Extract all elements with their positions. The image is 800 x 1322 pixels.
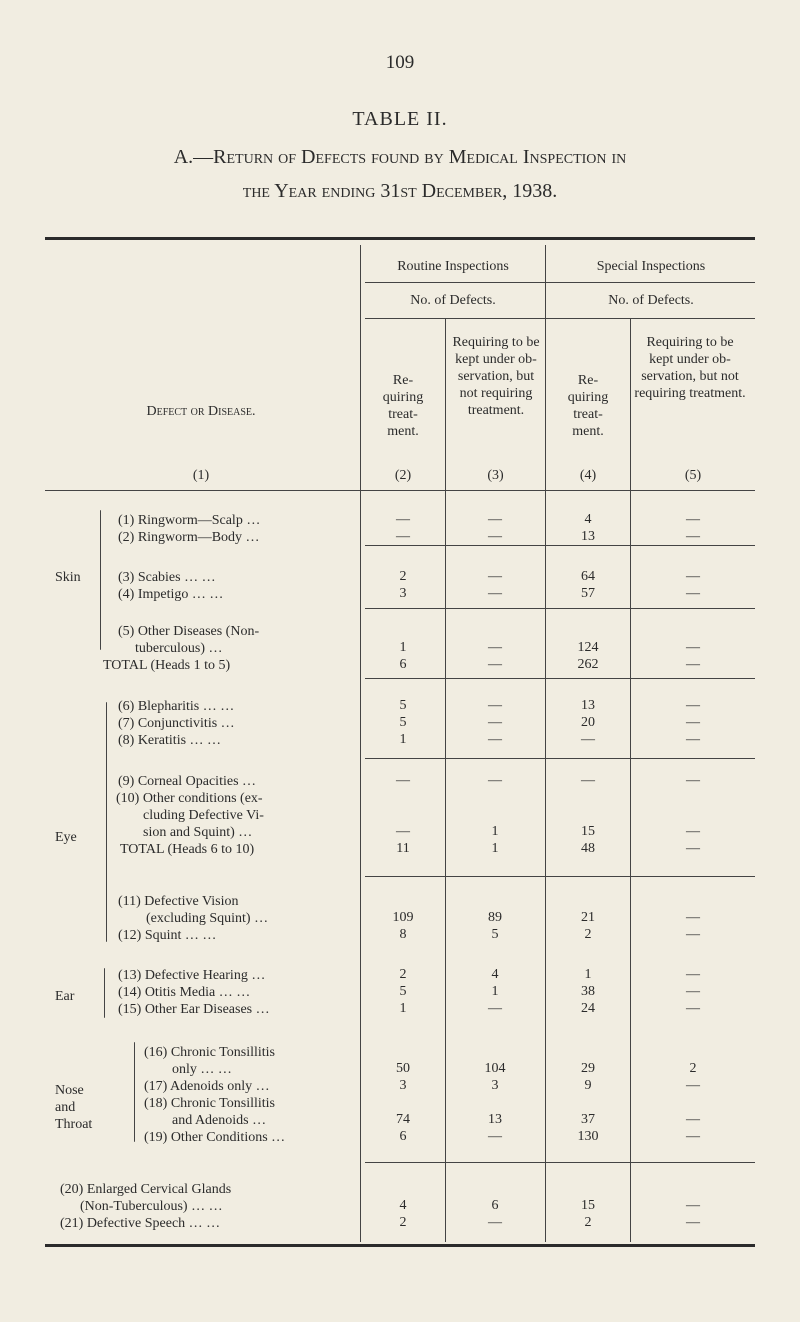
defect-or-disease-header: Defect or Disease.: [146, 404, 256, 419]
cell-col3: 1: [491, 984, 499, 999]
cell-col4: —: [581, 732, 595, 747]
cell-col5: —: [686, 984, 700, 999]
cell-col3: —: [488, 569, 502, 584]
row-label: (1) Ringworm—Scalp …: [118, 513, 261, 528]
cell-col4: 57: [581, 586, 595, 601]
cell-col2: 6: [399, 1129, 407, 1144]
heading-line1: Return of Defects found by Medical Inspection in: [213, 146, 627, 168]
row-label: (8) Keratitis … …: [118, 733, 222, 748]
row-label: and Adenoids …: [172, 1113, 267, 1128]
cell-col2: —: [396, 529, 410, 544]
cell-col2: 5: [399, 715, 407, 730]
column-divider: [360, 245, 361, 1242]
row-label: (18) Chronic Tonsillitis: [144, 1096, 275, 1111]
column-number: (1): [192, 468, 210, 483]
cell-col5: —: [686, 640, 700, 655]
group-divider: [365, 678, 755, 679]
page-number: 109: [385, 52, 415, 73]
cell-col2: 2: [399, 569, 407, 584]
column-number: (3): [487, 468, 504, 483]
cell-col2: —: [396, 512, 410, 527]
cell-col4: 4: [584, 512, 592, 527]
cell-col3: —: [488, 1001, 502, 1016]
routine-requiring-treatment-header: Re- quiring treat- ment.: [382, 373, 424, 439]
header-divider: [45, 490, 755, 491]
column-number: (5): [684, 468, 702, 483]
row-label: only … …: [172, 1062, 232, 1077]
routine-requiring-observation-header: Requiring to be kept under ob- servation, but not requiring treatment.: [452, 335, 540, 418]
cell-col5: —: [686, 824, 700, 839]
row-label: (15) Other Ear Diseases …: [118, 1002, 270, 1017]
cell-col5: —: [686, 1078, 700, 1093]
cell-col5: —: [686, 927, 700, 942]
cell-col2: 50: [396, 1061, 410, 1076]
row-label: (Non-Tuberculous) … …: [80, 1199, 223, 1214]
column-divider: [445, 318, 446, 1242]
bottom-rule: [45, 1244, 755, 1247]
cell-col3: —: [488, 529, 502, 544]
cell-col4: 48: [581, 841, 595, 856]
cell-col5: 2: [689, 1061, 697, 1076]
cell-col3: —: [488, 773, 502, 788]
cell-col4: 130: [577, 1129, 599, 1144]
row-label: (3) Scabies … …: [118, 570, 216, 585]
cell-col3: —: [488, 657, 502, 672]
cell-col2: 8: [399, 927, 407, 942]
cell-col2: —: [396, 773, 410, 788]
cell-col4: 20: [581, 715, 595, 730]
cell-col2: 1: [399, 1001, 407, 1016]
column-number: (4): [579, 468, 597, 483]
row-label: (6) Blepharitis … …: [118, 699, 235, 714]
cell-col5: —: [686, 1001, 700, 1016]
cell-col4: 13: [581, 529, 595, 544]
row-label: (17) Adenoids only …: [144, 1079, 270, 1094]
row-label: (10) Other conditions (ex-: [116, 791, 263, 806]
row-label: TOTAL (Heads 1 to 5): [103, 658, 231, 673]
cell-col2: 109: [392, 910, 414, 925]
cell-col5: —: [686, 910, 700, 925]
row-label: (4) Impetigo … …: [118, 587, 224, 602]
cell-col3: 5: [491, 927, 499, 942]
nose-throat-brace: [134, 1042, 135, 1142]
cell-col3: —: [488, 715, 502, 730]
group-throat: Throat: [55, 1117, 93, 1132]
row-label: (excluding Squint) …: [146, 911, 269, 926]
row-label: (12) Squint … …: [118, 928, 217, 943]
cell-col3: 6: [491, 1198, 499, 1213]
top-rule: [45, 237, 755, 240]
group-divider: [365, 876, 755, 877]
cell-col3: 3: [491, 1078, 499, 1093]
cell-col5: —: [686, 715, 700, 730]
cell-col2: 5: [399, 984, 407, 999]
header-divider: [365, 282, 755, 283]
cell-col3: —: [488, 640, 502, 655]
cell-col3: 1: [491, 824, 499, 839]
cell-col3: 89: [488, 910, 502, 925]
cell-col2: 5: [399, 698, 407, 713]
row-label: (19) Other Conditions …: [144, 1130, 286, 1145]
cell-col5: —: [686, 698, 700, 713]
group-and: and: [55, 1100, 76, 1115]
row-label: (20) Enlarged Cervical Glands: [60, 1182, 232, 1197]
cell-col4: 15: [581, 1198, 595, 1213]
cell-col2: 3: [399, 1078, 407, 1093]
special-no-of-defects: No. of Defects.: [608, 293, 694, 308]
routine-no-of-defects: No. of Defects.: [410, 293, 496, 308]
header-divider: [365, 318, 755, 319]
cell-col5: —: [686, 1129, 700, 1144]
cell-col5: —: [686, 657, 700, 672]
cell-col3: —: [488, 586, 502, 601]
row-label: sion and Squint) …: [143, 825, 253, 840]
cell-col4: 262: [577, 657, 599, 672]
cell-col5: —: [686, 967, 700, 982]
column-number: (2): [394, 468, 412, 483]
cell-col4: 29: [581, 1061, 595, 1076]
group-divider: [365, 758, 755, 759]
cell-col4: —: [581, 773, 595, 788]
cell-col4: 21: [581, 910, 595, 925]
cell-col2: 1: [399, 640, 407, 655]
cell-col3: 104: [484, 1061, 506, 1076]
cell-col4: 15: [581, 824, 595, 839]
column-divider: [630, 318, 631, 1242]
table-heading: [30, 140, 770, 208]
row-label: (9) Corneal Opacities …: [118, 774, 257, 789]
table-title: TABLE II.: [352, 108, 448, 130]
row-label: (11) Defective Vision: [118, 894, 239, 909]
cell-col4: 64: [581, 569, 595, 584]
cell-col3: 13: [488, 1112, 502, 1127]
special-inspections-header: Special Inspections: [596, 259, 706, 274]
skin-brace: [100, 510, 101, 650]
cell-col4: 2: [584, 1215, 592, 1230]
cell-col3: —: [488, 698, 502, 713]
cell-col2: 74: [396, 1112, 410, 1127]
cell-col5: —: [686, 569, 700, 584]
cell-col5: —: [686, 773, 700, 788]
cell-col3: —: [488, 512, 502, 527]
column-divider: [545, 245, 546, 1242]
cell-col2: 4: [399, 1198, 407, 1213]
eye-brace: [106, 702, 107, 942]
cell-col5: —: [686, 512, 700, 527]
cell-col5: —: [686, 586, 700, 601]
cell-col4: 1: [584, 967, 592, 982]
cell-col4: 13: [581, 698, 595, 713]
row-label: TOTAL (Heads 6 to 10): [120, 842, 255, 857]
cell-col3: 4: [491, 967, 499, 982]
cell-col4: 38: [581, 984, 595, 999]
row-label: (21) Defective Speech … …: [60, 1216, 221, 1231]
cell-col4: 9: [584, 1078, 592, 1093]
cell-col2: 6: [399, 657, 407, 672]
cell-col4: 124: [577, 640, 599, 655]
row-label: tuberculous) …: [135, 641, 223, 656]
cell-col2: 11: [396, 841, 410, 856]
routine-inspections-header: Routine Inspections: [397, 259, 509, 274]
special-requiring-treatment-header: Re- quiring treat- ment.: [567, 373, 609, 439]
cell-col3: —: [488, 1129, 502, 1144]
cell-col3: —: [488, 732, 502, 747]
cell-col5: —: [686, 1112, 700, 1127]
ear-brace: [104, 968, 105, 1018]
row-label: (13) Defective Hearing …: [118, 968, 266, 983]
group-eye: Eye: [55, 830, 77, 845]
heading-line2: the Year ending 31st December, 1938.: [242, 180, 558, 202]
cell-col4: 37: [581, 1112, 595, 1127]
cell-col2: 3: [399, 586, 407, 601]
group-nose: Nose: [55, 1083, 84, 1098]
group-divider: [365, 1162, 755, 1163]
cell-col3: 1: [491, 841, 499, 856]
cell-col2: —: [396, 824, 410, 839]
row-label: (16) Chronic Tonsillitis: [144, 1045, 275, 1060]
cell-col4: 2: [584, 927, 592, 942]
cell-col2: 1: [399, 732, 407, 747]
heading-prefix: A.—: [173, 146, 214, 168]
group-ear: Ear: [55, 989, 75, 1004]
row-label: (5) Other Diseases (Non-: [118, 624, 260, 639]
row-label: (14) Otitis Media … …: [118, 985, 251, 1000]
row-label: (7) Conjunctivitis …: [118, 716, 235, 731]
special-requiring-observation-header: Requiring to be kept under ob- servation, but not requiring treatment.: [634, 335, 746, 401]
group-divider: [365, 608, 755, 609]
group-skin: Skin: [55, 570, 81, 585]
cell-col5: —: [686, 841, 700, 856]
row-label: (2) Ringworm—Body …: [118, 530, 260, 545]
cell-col2: 2: [399, 1215, 407, 1230]
cell-col5: —: [686, 1215, 700, 1230]
cell-col2: 2: [399, 967, 407, 982]
cell-col5: —: [686, 1198, 700, 1213]
cell-col3: —: [488, 1215, 502, 1230]
cell-col4: 24: [581, 1001, 595, 1016]
cell-col5: —: [686, 529, 700, 544]
row-label: cluding Defective Vi-: [143, 808, 264, 823]
group-divider: [365, 545, 755, 546]
cell-col5: —: [686, 732, 700, 747]
